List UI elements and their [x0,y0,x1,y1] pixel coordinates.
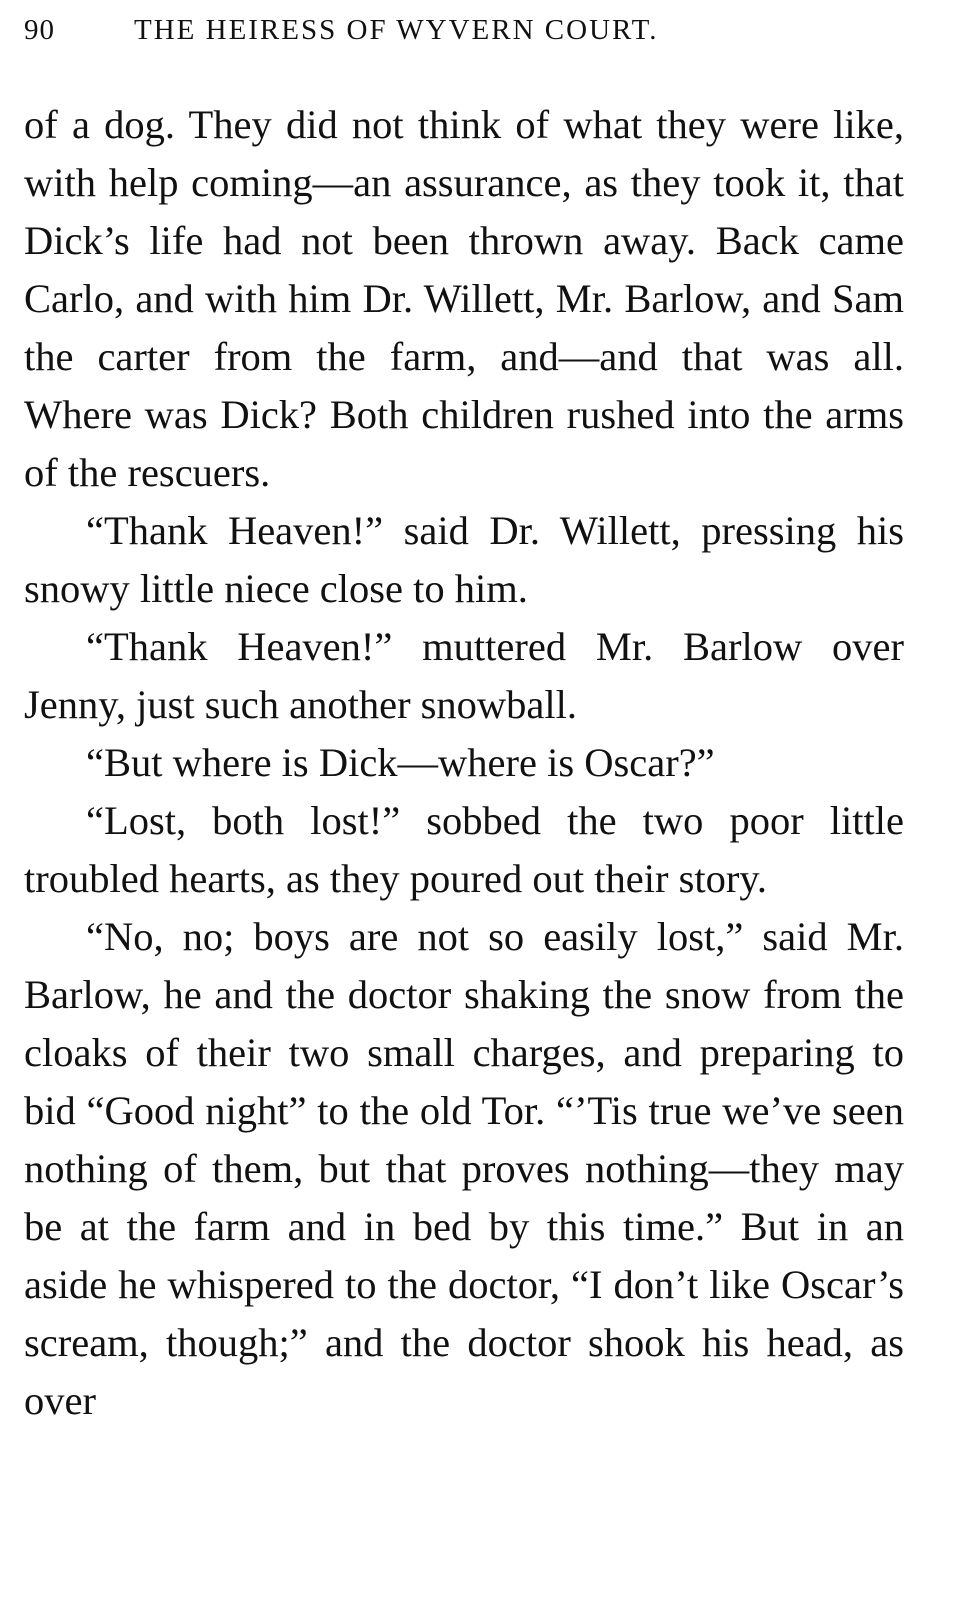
paragraph-mr-barlow-thanks: “Thank Heaven!” muttered Mr. Barlow over Jenny, just such another snowball. [24,624,904,727]
paragraph-both-lost: “Lost, both lost!” sobbed the two poor little troubled hearts, as they poured out their story. [24,798,904,901]
paragraph-dr-willett-thanks: “Thank Heaven!” said Dr. Willett, pressing his snowy little niece close to him. [24,508,904,611]
paragraph-boys-not-lost: “No, no; boys are not so easily lost,” said Mr. Barlow, he and the doctor shaking the snow from the cloaks of their two small charges, and preparing to bid “Good night” to the old Tor. “’Tis true we’ve seen nothing of them, but that proves nothing—they may be at the farm and in bed by this time.” But in an aside he whispered to the doctor, “I don’t like Oscar’s scream, though;” and the doctor shook his head, as over [24,914,904,1423]
paragraph-where-is-dick: “But where is Dick—where is Oscar?” [86,740,715,785]
body-text [24,96,904,1430]
book-title: THE HEIRESS OF WYVERN COURT. [134,14,659,46]
running-head [24,14,904,54]
paragraph-continuation: of a dog. They did not think of what they were like, with help coming—an assurance, as they took it, that Dick’s life had not been thrown away. Back came Carlo, and with him Dr. Willett, Mr. Barlow, and Sam the carter from the farm, and—and that was all. Where was Dick? Both children rushed into the arms of the rescuers. [24,102,904,495]
page-number: 90 [24,14,55,46]
